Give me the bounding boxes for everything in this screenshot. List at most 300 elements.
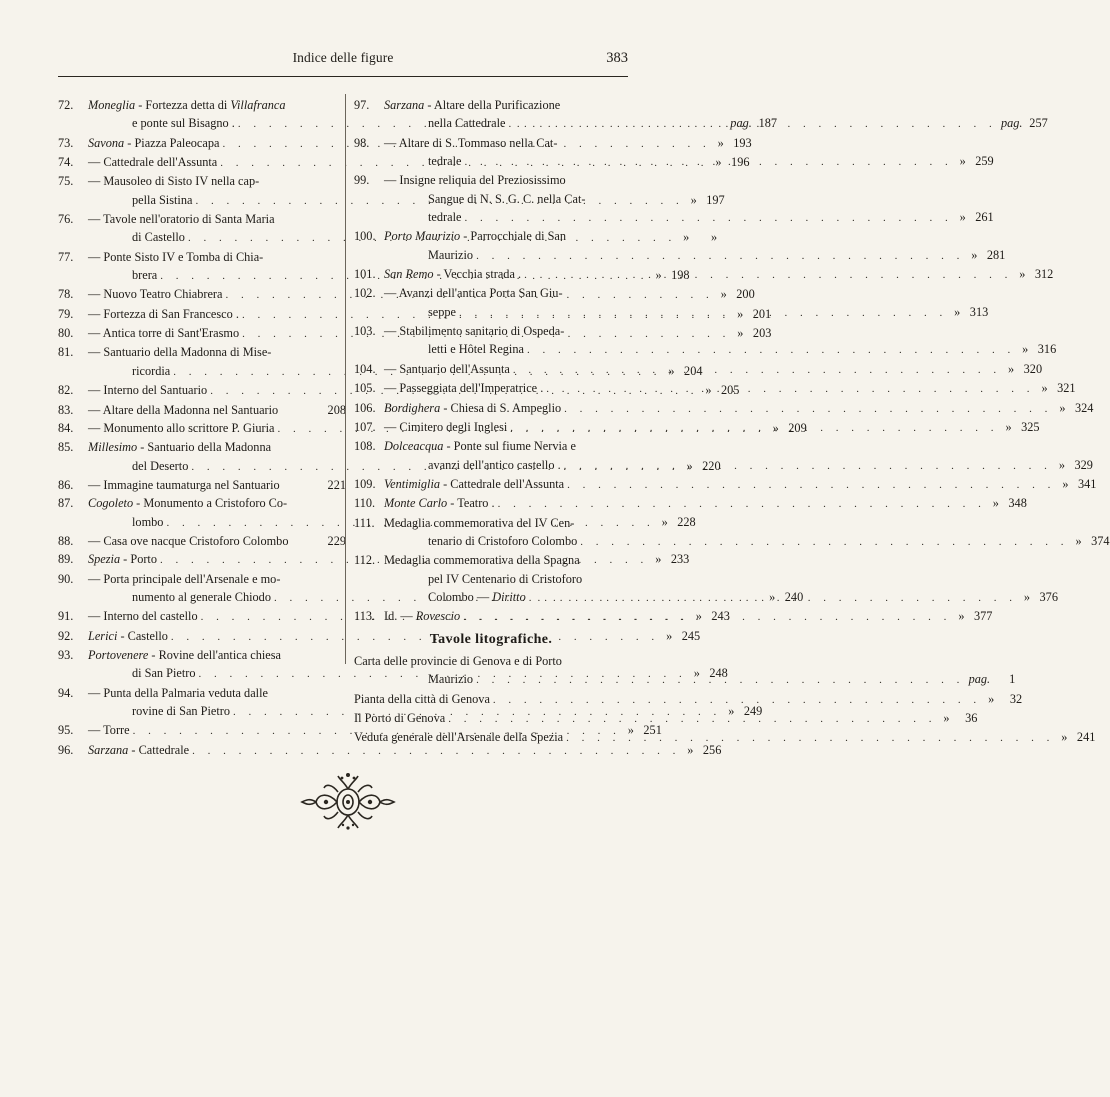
page-value: 377 — [973, 609, 993, 624]
caption-text: — Altare di S. Tommaso nella Cat- — [384, 135, 558, 150]
entry-number: 90. — [58, 571, 74, 586]
page-value: 320 — [1023, 361, 1043, 376]
place-name: Sarzana — [384, 98, 425, 112]
entry-caption — [384, 134, 557, 152]
page-value: 243 — [711, 609, 730, 624]
page-value: 259 — [975, 154, 994, 169]
page-value: 36 — [965, 711, 978, 725]
place-name: Dolceacqua — [384, 439, 444, 454]
entry-line — [384, 171, 994, 189]
page-value: 203 — [752, 326, 772, 341]
caption-text: lombo — [132, 514, 164, 529]
entry-caption — [384, 475, 564, 493]
page-ref — [951, 607, 992, 625]
entry-number: 93. — [58, 647, 74, 662]
page-value: 248 — [709, 666, 728, 681]
page-mark: » — [655, 268, 662, 283]
caption-text: Maurizio — [428, 672, 474, 687]
entry-line — [354, 728, 1095, 747]
dot-leader — [521, 266, 1012, 284]
entry-number: 113. — [354, 609, 376, 624]
entry-body — [384, 437, 1093, 475]
entry-number: 95. — [58, 723, 74, 738]
dot-leader — [473, 247, 964, 265]
entry-caption — [384, 607, 460, 625]
entry-number: 84. — [58, 420, 74, 435]
caption-text: rovine di San Pietro — [132, 704, 231, 718]
index-entry — [354, 494, 1027, 513]
caption-text: Il Porto di Genova — [354, 711, 446, 725]
dot-leader — [460, 608, 951, 626]
entry-caption — [132, 114, 235, 132]
entry-caption — [384, 360, 510, 378]
entry-line — [384, 514, 1110, 532]
page-value: » — [711, 230, 718, 245]
entry-caption — [132, 266, 157, 284]
page-ref — [305, 532, 346, 550]
place-name: Spezia — [88, 552, 121, 567]
caption-text: - Teatro . — [447, 496, 495, 511]
entry-number: 82. — [58, 383, 74, 398]
caption-text: — Cattedrale dell'Assunta — [88, 155, 218, 170]
place-name: Villafranca — [230, 98, 286, 112]
page-value: 281 — [986, 247, 1006, 262]
page-number: 383 — [606, 50, 628, 66]
entry-caption — [132, 362, 170, 380]
entry-body — [384, 399, 1093, 418]
entry-caption — [384, 514, 574, 532]
entry-caption — [88, 210, 275, 228]
caption-text: - Chiesa di S. Ampeglio — [440, 400, 562, 415]
page-mark: » — [943, 711, 950, 725]
page-mark: » — [1058, 457, 1065, 472]
page-mark: » — [1023, 589, 1031, 604]
entry-body — [384, 514, 1110, 552]
entry-number: 76. — [58, 212, 74, 227]
caption-text: - Parrocchiale di San — [460, 229, 567, 244]
dot-leader — [524, 341, 1015, 359]
entry-number: 91. — [58, 609, 74, 624]
entry-line — [384, 208, 994, 227]
entry-line — [384, 379, 1076, 398]
entry-number: 111. — [354, 515, 375, 530]
caption-text: nella Cattedrale — [428, 116, 506, 131]
page-mark: » — [769, 589, 776, 604]
caption-text: letti e Hôtel Regina — [428, 342, 524, 357]
page-mark: » — [1041, 381, 1048, 396]
entry-caption — [88, 153, 217, 171]
page-ref — [964, 246, 1005, 264]
entry-caption — [132, 191, 192, 209]
dot-leader — [561, 457, 1052, 475]
entry-caption — [88, 172, 259, 190]
entry-line — [384, 607, 992, 626]
page-mark: » — [958, 609, 965, 624]
entry-number: 79. — [58, 306, 74, 321]
caption-text: Veduta generale dell'Arsenale della Spezia — [354, 730, 564, 745]
entry-number: 75. — [58, 174, 74, 189]
page-value: 204 — [684, 363, 703, 378]
page-mark: » — [1062, 476, 1069, 491]
entry-caption — [88, 741, 189, 759]
entry-caption — [428, 340, 524, 358]
page-mark: » — [1008, 361, 1015, 376]
caption-text: - Monumento a Cristoforo Co- — [133, 496, 288, 511]
page-value: 32 — [1009, 691, 1023, 706]
page-mark: » — [1005, 419, 1012, 434]
entry-line — [88, 532, 346, 550]
page-value: 221 — [327, 477, 346, 492]
caption-text: Pianta della città di Genova — [354, 691, 490, 706]
dot-leader — [543, 380, 1034, 398]
entry-number: 94. — [58, 685, 74, 700]
page-mark: » — [737, 306, 744, 321]
entry-number: 85. — [58, 440, 74, 455]
entry-body — [384, 134, 994, 172]
caption-text: Sangue di N. S. G. C. nella Cat- — [428, 191, 586, 206]
entry-line — [88, 476, 346, 494]
column-divider — [345, 94, 346, 664]
entry-caption — [354, 652, 562, 670]
entry-number: 78. — [58, 287, 74, 302]
page-ref — [936, 709, 977, 727]
entry-caption — [428, 190, 585, 208]
entry-number: 96. — [58, 742, 74, 757]
page-mark: » — [705, 383, 712, 398]
entry-caption — [428, 570, 582, 588]
entry-caption — [354, 709, 445, 727]
place-name: Porto Maurizio — [384, 229, 461, 244]
dot-leader — [564, 476, 1055, 494]
page-mark: » — [959, 154, 966, 169]
entry-caption — [88, 343, 271, 361]
page-value: 348 — [1008, 496, 1027, 511]
page-value: 229 — [327, 533, 346, 548]
page-value: 200 — [736, 287, 755, 302]
entry-line — [384, 96, 1048, 114]
entry-body — [384, 171, 994, 227]
entry-body — [384, 322, 1056, 360]
page-value: 240 — [784, 589, 804, 604]
caption-text: pel IV Centenario di Cristoforo — [428, 571, 583, 586]
caption-text: - Porto — [120, 552, 158, 567]
caption-text: - Santuario della Madonna — [137, 440, 272, 455]
entry-line — [384, 284, 988, 302]
index-entry — [58, 401, 346, 419]
page-mark: » — [661, 514, 668, 529]
entry-number: 73. — [58, 135, 74, 150]
page-ref — [1055, 475, 1096, 493]
entry-caption — [428, 303, 456, 321]
page-mark: pag. — [1000, 116, 1023, 131]
entry-caption — [88, 438, 271, 456]
entry-line — [384, 399, 1093, 418]
entry-caption — [384, 171, 566, 189]
page-ref — [1015, 340, 1056, 358]
page-ref — [305, 401, 346, 419]
entry-caption — [384, 551, 580, 569]
page-value: 261 — [975, 210, 994, 225]
dot-leader — [561, 400, 1052, 418]
dot-leader — [495, 495, 986, 513]
entry-line — [384, 190, 994, 208]
caption-text: tenario di Cristoforo Colombo — [428, 533, 578, 548]
page-header — [58, 50, 628, 74]
entry-number: 72. — [58, 98, 74, 112]
caption-text: - Altare della Purificazione — [424, 98, 561, 112]
entry-number: 87. — [58, 496, 74, 511]
entry-line — [384, 227, 1005, 245]
page-value: 197 — [706, 192, 725, 207]
entry-body — [384, 418, 1040, 437]
dot-leader — [577, 533, 1068, 551]
entry-line — [384, 418, 1040, 437]
page-value: 249 — [743, 704, 763, 718]
page-mark: » — [737, 326, 744, 341]
caption-text: Colombo — — [428, 589, 493, 604]
page-mark: » — [717, 135, 724, 150]
header-rule — [58, 76, 628, 77]
entry-number: 86. — [58, 477, 74, 492]
index-entry — [354, 399, 1094, 418]
page-mark: » — [1059, 400, 1066, 415]
entry-caption — [384, 494, 495, 512]
page-mark: » — [959, 210, 966, 225]
entry-caption — [88, 627, 168, 645]
entry-caption — [132, 702, 230, 720]
page-ref — [1012, 265, 1053, 283]
dot-leader — [461, 153, 952, 171]
entry-caption — [88, 684, 268, 702]
entry-caption — [88, 721, 130, 739]
page-mark: » — [686, 458, 693, 473]
entry-line — [354, 670, 1015, 689]
entry-caption — [88, 607, 198, 625]
entry-number: 81. — [58, 345, 74, 360]
entry-caption — [384, 399, 561, 417]
page-value: 205 — [720, 383, 740, 398]
caption-text: e ponte sul Bisagno . — [132, 116, 235, 131]
entry-number: 110. — [354, 496, 376, 511]
caption-text: - Cattedrale — [128, 742, 190, 757]
page-ref — [659, 627, 700, 645]
page-value: 374 — [1091, 533, 1110, 548]
entry-line — [88, 401, 346, 419]
entry-caption — [384, 379, 543, 397]
page-value: 256 — [702, 742, 722, 757]
caption-text: — Santuario della Madonna di Mise- — [88, 345, 272, 360]
page-value: 313 — [969, 304, 989, 319]
entry-line — [384, 303, 988, 322]
caption-text: - Ponte sul fiume Nervia e — [443, 439, 576, 454]
entry-caption — [88, 96, 286, 114]
entry-caption — [88, 476, 305, 494]
caption-text: - Cattedrale dell'Assunta — [440, 476, 565, 491]
dot-leader — [507, 419, 998, 437]
entry-number: 92. — [58, 628, 74, 643]
place-name: Sarzana — [88, 742, 129, 757]
page-ref — [1052, 456, 1093, 474]
page-mark: » — [772, 420, 779, 435]
page-value: 187 — [758, 116, 778, 131]
caption-text: Medaglia commemorativa della Spagna — [384, 553, 580, 568]
entry-number: 104. — [354, 361, 376, 376]
page-mark: » — [1019, 267, 1026, 282]
index-entry — [58, 476, 346, 494]
caption-text: - Castello — [117, 628, 168, 643]
caption-text: seppe — [428, 304, 456, 319]
place-name: San Remo — [384, 267, 434, 282]
caption-text: — Porta principale dell'Arsenale e mo- — [88, 571, 281, 586]
caption-text: — Mausoleo di Sisto IV nella cap- — [88, 174, 260, 189]
entry-caption — [132, 228, 185, 246]
caption-text: - Vecchia strada . — [433, 267, 522, 282]
page-mark: pag. — [730, 116, 752, 131]
page-mark: » — [1022, 342, 1029, 357]
entry-body — [354, 652, 1015, 690]
page-mark: » — [728, 704, 735, 718]
plates-heading: Tavole litografiche. — [429, 631, 553, 647]
page-value: 316 — [1037, 342, 1057, 357]
page-ref — [953, 152, 994, 170]
page-ref — [1052, 399, 1093, 417]
page-value: 329 — [1074, 457, 1093, 472]
entry-caption — [88, 285, 222, 303]
page-value: 257 — [1029, 116, 1048, 131]
page-mark: » — [715, 155, 722, 170]
entry-line — [384, 340, 1056, 359]
entry-caption — [88, 494, 287, 512]
entry-body — [88, 401, 346, 419]
page-value: 233 — [670, 552, 690, 567]
page-value: 241 — [1076, 730, 1096, 745]
caption-text: avanzi dell'antico castello . — [428, 457, 561, 472]
page-ref — [986, 494, 1027, 512]
entry-caption — [384, 265, 521, 283]
entry-line — [384, 494, 1027, 513]
entry-body — [384, 379, 1076, 398]
page-mark: » — [655, 552, 662, 567]
caption-text: del Deserto — [132, 458, 189, 473]
index-entry — [354, 475, 1097, 494]
page-mark: » — [666, 628, 673, 643]
entry-number: 112. — [354, 553, 376, 568]
page-ref — [947, 303, 988, 321]
caption-text: — Stabilimento sanitario di Ospeda- — [384, 324, 565, 339]
page-mark: » — [992, 496, 999, 511]
page-mark: » — [1061, 730, 1068, 745]
page-value: 324 — [1074, 400, 1094, 415]
index-entry — [58, 532, 346, 550]
page-ref — [1054, 728, 1095, 746]
dot-leader — [473, 671, 964, 689]
entry-number: 83. — [58, 402, 74, 417]
entry-body — [384, 551, 1058, 607]
place-name: Portovenere — [88, 647, 149, 662]
entry-caption — [88, 550, 157, 568]
entry-line — [384, 588, 1058, 607]
page-value: 208 — [327, 402, 346, 417]
page-mark: » — [720, 287, 727, 302]
page-value: 1 — [1009, 672, 1016, 687]
entry-number: 100. — [354, 229, 376, 244]
caption-text: — Casa ove nacque Cristoforo Colombo — [88, 533, 289, 548]
page-mark: » — [687, 742, 694, 757]
caption-text: — Ponte Sisto IV e Tomba di Chia- — [88, 249, 264, 264]
entry-caption — [88, 305, 239, 323]
caption-text: - Fortezza detta di — [135, 98, 231, 112]
entry-line — [384, 475, 1096, 494]
place-name: Rovescio — [415, 609, 461, 624]
dot-leader — [456, 304, 947, 322]
entry-line — [384, 437, 1093, 455]
page-ref — [964, 670, 1015, 688]
dot-leader — [490, 691, 981, 709]
page-mark: » — [1075, 533, 1082, 548]
page-value: 198 — [671, 268, 690, 283]
entry-body — [384, 227, 1005, 265]
page-mark: » — [954, 304, 961, 319]
entry-number: 99. — [354, 173, 370, 188]
entry-line — [384, 246, 1005, 265]
caption-text: — Fortezza di San Francesco . — [88, 306, 239, 321]
caption-text: tedrale — [428, 210, 462, 225]
entry-body — [384, 494, 1027, 513]
place-name: Savona — [88, 135, 125, 150]
place-name: Millesimo — [88, 440, 138, 455]
entry-number: 98. — [354, 135, 370, 150]
caption-text: - Rovine dell'antica chiesa — [148, 647, 281, 662]
caption-text: — Passeggiata dell'Imperatrice . — [384, 381, 544, 396]
entry-caption — [88, 324, 239, 342]
page-value: 228 — [677, 514, 696, 529]
page-value: 220 — [702, 458, 721, 473]
entry-line — [354, 652, 1015, 670]
page-mark: pag. — [968, 672, 991, 687]
entry-caption — [384, 418, 507, 436]
page-mark: » — [695, 609, 702, 624]
index-entry — [354, 227, 1006, 265]
entry-caption — [132, 457, 188, 475]
entry-caption — [132, 513, 163, 531]
entry-number: 107. — [354, 419, 376, 434]
entry-line — [384, 134, 994, 152]
page-mark: » — [988, 691, 995, 706]
caption-text: di San Pietro — [132, 666, 196, 681]
page-ref — [1035, 379, 1076, 397]
entry-caption — [88, 248, 263, 266]
caption-text: brera — [132, 268, 158, 283]
caption-text: Carta delle provincie di Genova e di Porto — [354, 653, 562, 668]
place-name: Monte Carlo — [384, 496, 448, 511]
place-name: Moneglia — [88, 98, 136, 112]
dot-leader — [526, 589, 1017, 607]
page-mark: » — [693, 666, 700, 681]
page-mark: » — [668, 363, 675, 378]
entry-caption — [88, 381, 207, 399]
entry-caption — [88, 570, 280, 588]
entry-caption — [428, 246, 473, 264]
entry-caption — [88, 419, 274, 437]
dot-leader — [445, 710, 936, 728]
entry-number: 77. — [58, 249, 74, 264]
caption-text: pella Sistina — [132, 192, 193, 207]
entry-caption — [88, 134, 219, 152]
page-value: 245 — [681, 628, 701, 643]
caption-text: — Interno del Santuario — [88, 383, 208, 398]
entry-body — [384, 284, 988, 322]
place-name: Cogoleto — [88, 496, 134, 511]
